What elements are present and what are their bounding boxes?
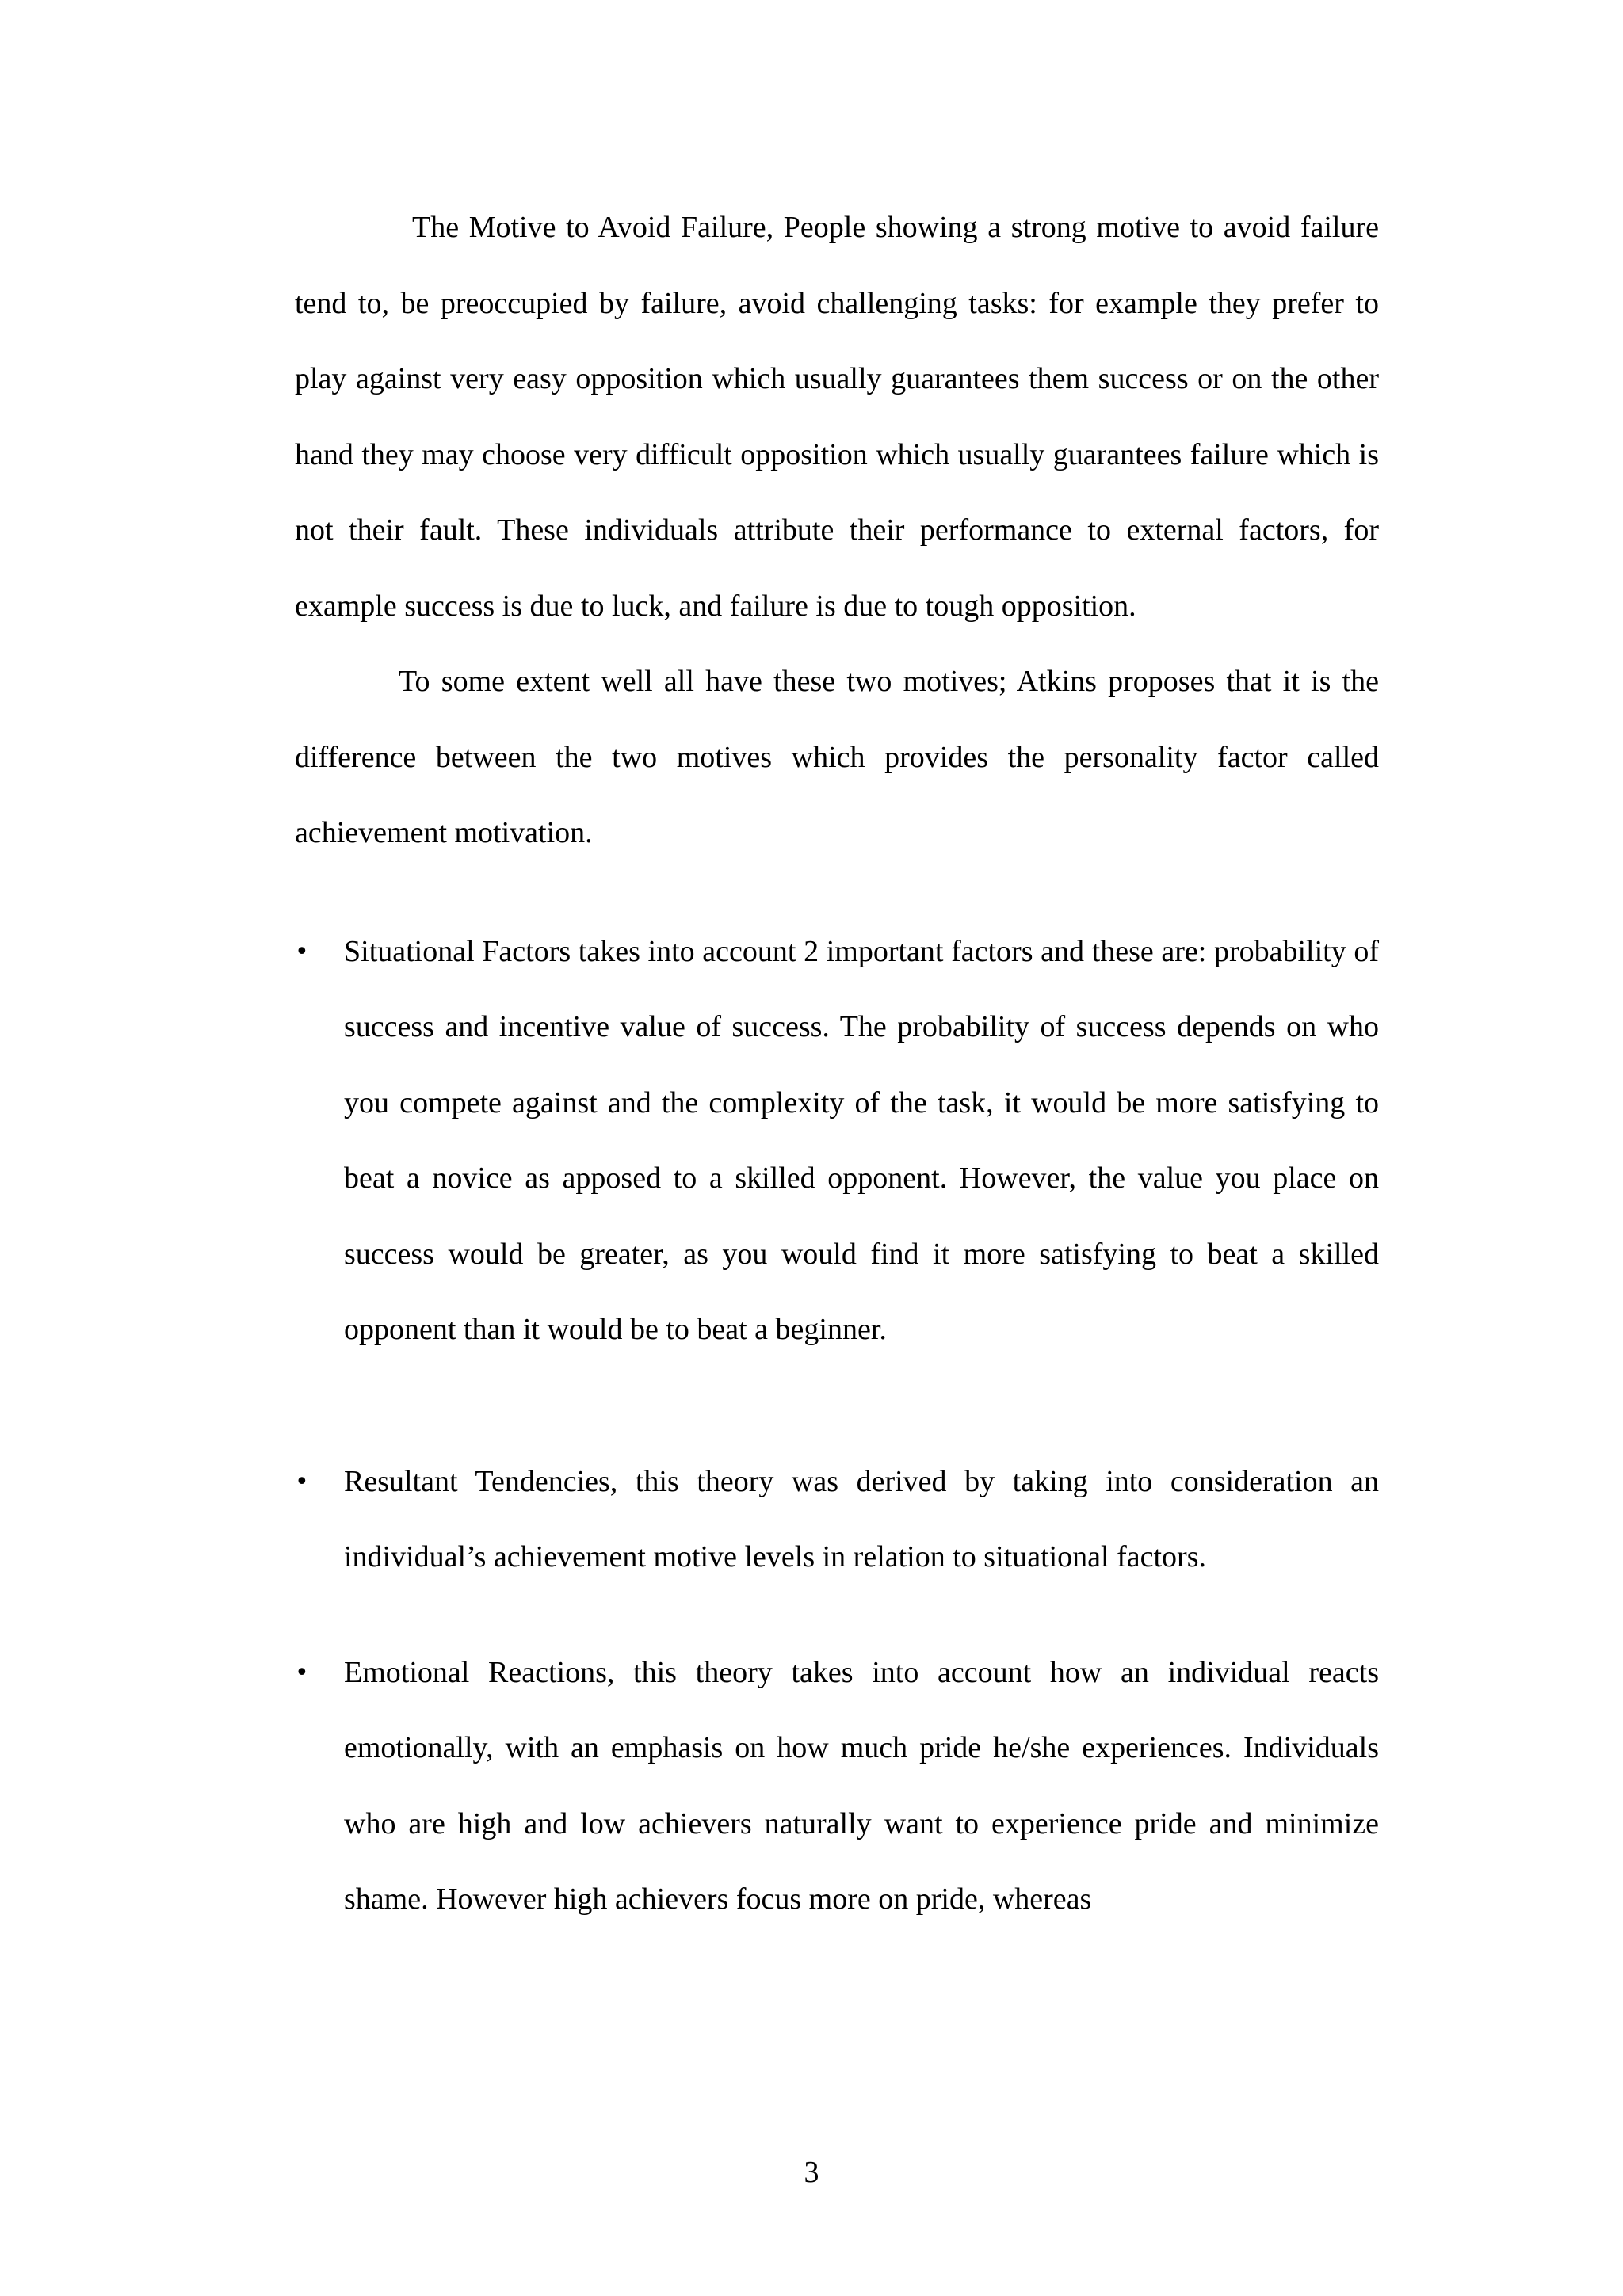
paragraph-two-motives: To some extent well all have these two motives; Atkins proposes that it is the difference between the two motives which provides the personality factor called achievement motivation.: [295, 665, 1379, 849]
bullet-icon: •: [295, 1658, 309, 1687]
paragraph-motive-to-avoid-failure: The Motive to Avoid Failure, People showing a strong motive to avoid failure tend to, be preoccupied by failure, avoid challenging tasks: for example they prefer to play against very easy opposition which usually guarantees them success or on the other hand they may choose very difficult opposition which usually guarantees failure which is not their fault. These individuals attribute their performance to external factors, for example success is due to luck, and failure is due to tough opposition.: [295, 211, 1379, 623]
bullet-text: Emotional Reactions, this theory takes into account how an individual reacts emotionally, with an emphasis on how much pride he/she experiences. Individuals who are high and low achievers naturally want to experience pride and minimize shame. However high achievers focus more on pride, whereas: [344, 1655, 1379, 1916]
bullet-text: Situational Factors takes into account 2 important factors and these are: probability of success and incentive value of success. The probability of success depends on who you compete against and the complexity of the task, it would be more satisfying to beat a novice as apposed to a skilled opponent. However, the value you place on success would be greater, as you would find it more satisfying to beat a skilled opponent than it would be to beat a beginner.: [344, 934, 1379, 1346]
bullet-list: [295, 914, 1379, 1938]
bullet-item-emotional-reactions: [295, 1635, 1379, 1938]
bullet-icon: •: [295, 937, 309, 966]
bullet-item-resultant-tendencies: [295, 1444, 1379, 1596]
page-number: 3: [804, 2156, 819, 2189]
bullet-item-situational-factors: [295, 914, 1379, 1368]
bullet-icon: •: [295, 1467, 309, 1496]
bullet-text: Resultant Tendencies, this theory was derived by taking into consideration an individual’s achievement motive levels in relation to situational factors.: [344, 1464, 1379, 1573]
document-body: [295, 190, 1379, 1938]
